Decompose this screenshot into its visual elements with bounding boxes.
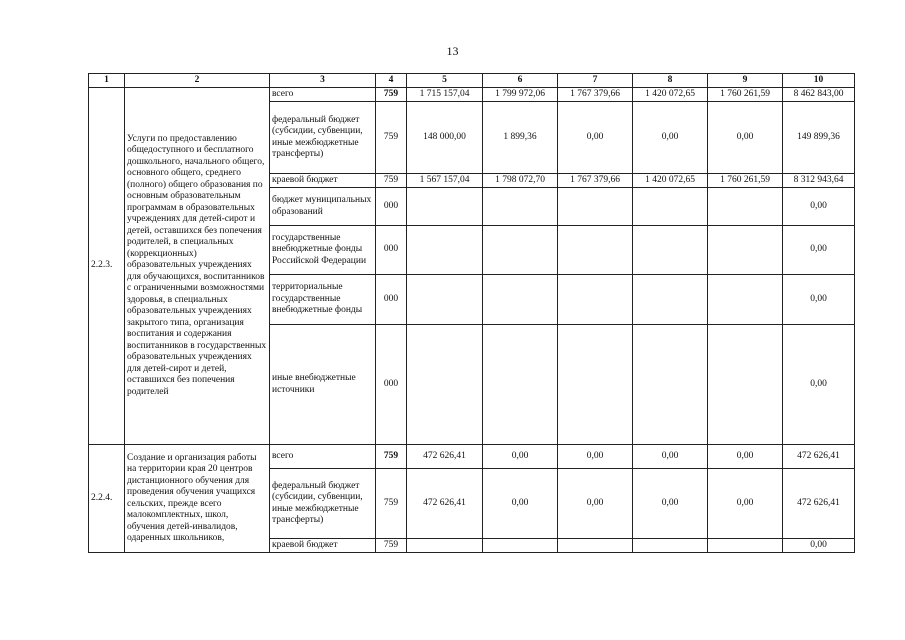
value-cell [708, 188, 783, 226]
value-cell [407, 275, 483, 325]
value-cell [558, 226, 633, 275]
header-cell: 3 [270, 74, 376, 88]
value-cell [407, 325, 483, 445]
value-cell: 0,00 [708, 102, 783, 174]
value-cell: 472 626,41 [407, 445, 483, 469]
value-cell: 1 420 072,65 [633, 88, 708, 102]
header-cell: 9 [708, 74, 783, 88]
code-cell: 759 [376, 469, 407, 539]
value-cell [407, 188, 483, 226]
value-cell [708, 226, 783, 275]
value-cell [633, 188, 708, 226]
header-row [89, 74, 855, 88]
total-cell: 472 626,41 [783, 469, 855, 539]
funding-source: государственные внебюджетные фонды Российской Федерации [270, 226, 376, 275]
value-cell: 0,00 [633, 445, 708, 469]
value-cell [483, 325, 558, 445]
code-cell: 000 [376, 226, 407, 275]
value-cell: 472 626,41 [407, 469, 483, 539]
value-cell: 1 767 379,66 [558, 88, 633, 102]
value-cell [633, 275, 708, 325]
header-cell: 10 [783, 74, 855, 88]
value-cell [483, 226, 558, 275]
funding-source: всего [270, 88, 376, 102]
code-cell: 000 [376, 325, 407, 445]
header-cell: 5 [407, 74, 483, 88]
code-cell: 000 [376, 188, 407, 226]
header-cell: 1 [89, 74, 125, 88]
section-title: Создание и организация работы на территории края 20 центров дистанционного обучения для проведения обучения учащихся сельских, прежде всего малокомплектных, школ, обучения детей-инвалидов, одаренных школьников, [125, 445, 270, 553]
page-number: 13 [446, 44, 459, 58]
value-cell: 0,00 [483, 445, 558, 469]
value-cell: 1 420 072,65 [633, 174, 708, 188]
funding-source: бюджет муниципальных образований [270, 188, 376, 226]
value-cell [708, 539, 783, 553]
value-cell: 1 715 157,04 [407, 88, 483, 102]
header-cell: 6 [483, 74, 558, 88]
total-cell: 0,00 [783, 539, 855, 553]
value-cell: 1 760 261,59 [708, 174, 783, 188]
total-cell: 8 462 843,00 [783, 88, 855, 102]
value-cell: 0,00 [633, 469, 708, 539]
value-cell: 0,00 [633, 102, 708, 174]
code-cell: 759 [376, 539, 407, 553]
funding-source: федеральный бюджет (субсидии, субвенции, иные межбюджетные трансферты) [270, 102, 376, 174]
value-cell: 0,00 [708, 469, 783, 539]
code-cell: 759 [376, 88, 407, 102]
total-cell: 472 626,41 [783, 445, 855, 469]
total-cell: 0,00 [783, 275, 855, 325]
funding-source: федеральный бюджет (субсидии, субвенции, иные межбюджетные трансферты) [270, 469, 376, 539]
header-cell: 7 [558, 74, 633, 88]
code-cell: 759 [376, 102, 407, 174]
value-cell: 1 567 157,04 [407, 174, 483, 188]
table-row [89, 445, 855, 469]
funding-source: краевой бюджет [270, 174, 376, 188]
value-cell: 0,00 [558, 445, 633, 469]
value-cell [558, 275, 633, 325]
value-cell: 1 798 072,70 [483, 174, 558, 188]
value-cell [633, 226, 708, 275]
total-cell: 149 899,36 [783, 102, 855, 174]
value-cell: 0,00 [558, 469, 633, 539]
value-cell: 0,00 [558, 102, 633, 174]
header-cell: 2 [125, 74, 270, 88]
value-cell [407, 226, 483, 275]
value-cell: 148 000,00 [407, 102, 483, 174]
value-cell [708, 325, 783, 445]
value-cell [633, 539, 708, 553]
funding-source: территориальные государственные внебюджетные фонды [270, 275, 376, 325]
code-cell: 759 [376, 174, 407, 188]
code-cell: 759 [376, 445, 407, 469]
total-cell: 0,00 [783, 226, 855, 275]
value-cell: 0,00 [483, 469, 558, 539]
section-number: 2.2.4. [89, 445, 125, 553]
funding-source: иные внебюджетные источники [270, 325, 376, 445]
value-cell [708, 275, 783, 325]
section-number: 2.2.3. [89, 88, 125, 445]
funding-source: краевой бюджет [270, 539, 376, 553]
budget-table [88, 73, 855, 553]
value-cell: 1 767 379,66 [558, 174, 633, 188]
value-cell [558, 325, 633, 445]
value-cell [558, 539, 633, 553]
section-title: Услуги по предоставлению общедоступного и бесплатного дошкольного, начального общего, основного общего, среднего (полного) общего образования по основным образовательным программам в образовательных учреждениях для детей-сирот и детей, оставшихся без попечения родителей, в специальных (коррекционных) образовательных учреждениях для обучающихся, воспитанников с ограниченными возможностями здоровья, в специальных образовательных учреждениях закрытого типа, организация воспитания и содержания воспитанников в государственных образовательных учреждениях для детей-сирот и детей, оставшихся без попечения родителей [125, 88, 270, 445]
funding-source: всего [270, 445, 376, 469]
header-cell: 4 [376, 74, 407, 88]
value-cell [483, 188, 558, 226]
total-cell: 0,00 [783, 188, 855, 226]
value-cell: 1 799 972,06 [483, 88, 558, 102]
value-cell: 0,00 [708, 445, 783, 469]
total-cell: 0,00 [783, 325, 855, 445]
table-row [89, 88, 855, 102]
value-cell [558, 188, 633, 226]
value-cell: 1 899,36 [483, 102, 558, 174]
value-cell [633, 325, 708, 445]
total-cell: 8 312 943,64 [783, 174, 855, 188]
value-cell [407, 539, 483, 553]
header-cell: 8 [633, 74, 708, 88]
value-cell [483, 539, 558, 553]
value-cell: 1 760 261,59 [708, 88, 783, 102]
value-cell [483, 275, 558, 325]
code-cell: 000 [376, 275, 407, 325]
